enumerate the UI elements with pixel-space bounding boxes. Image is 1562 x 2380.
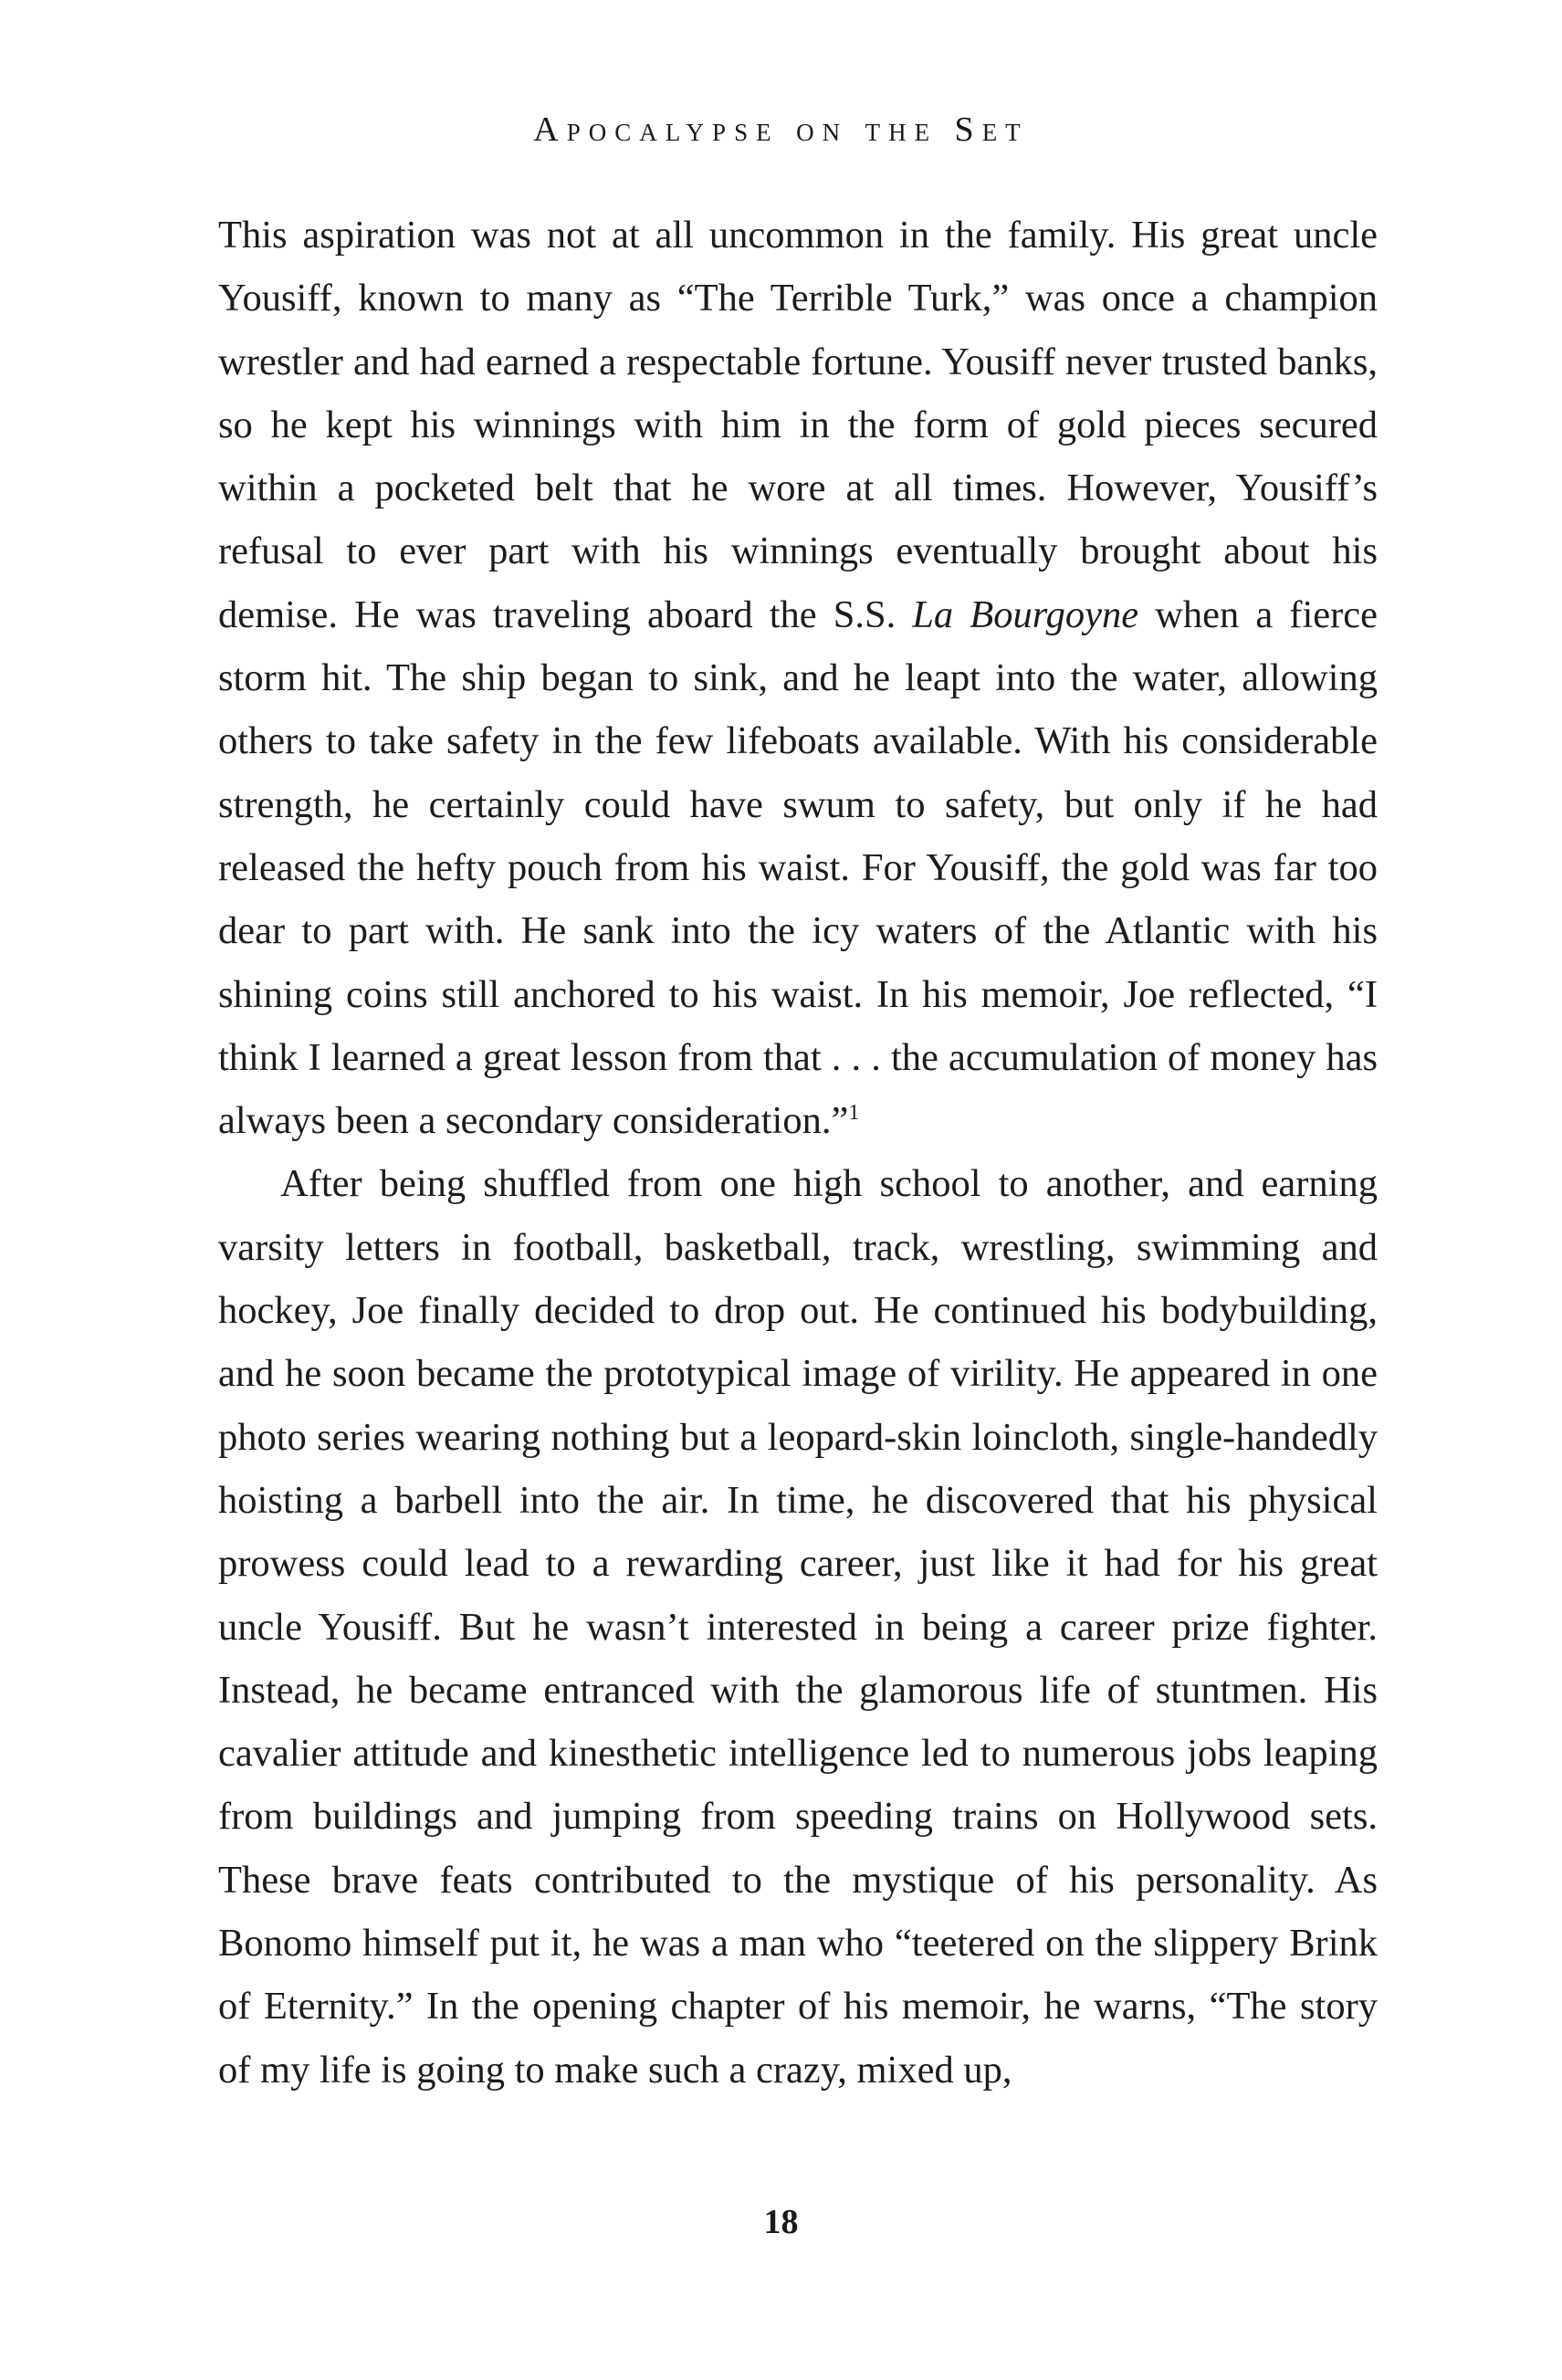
footnote-ref: 1	[848, 1101, 860, 1125]
page-number: 18	[763, 2203, 799, 2241]
body-text	[218, 204, 1378, 2102]
paragraph-2: After being shuffled from one high school to another, and earning varsity letters in football, basketball, track, wrestling, swimming and hockey, Joe finally decided to drop out. He continued his bodybuilding, and he soon became the prototypical image of virility. He appeared in one photo series wearing nothing but a leopard-skin loincloth, single-handedly hoisting a barbell into the air. In time, he discovered that his physical prowess could lead to a rewarding career, just like it had for his great uncle Yousiff. But he wasn’t interested in being a career prize fighter. Instead, he became entranced with the glamorous life of stuntmen. His cavalier attitude and kinesthetic intelligence led to numerous jobs leaping from buildings and jumping from speeding trains on Hollywood sets. These brave feats contributed to the mystique of his personality. As Bonomo himself put it, he was a man who “teetered on the slippery Brink of Eternity.” In the opening chapter of his memoir, he warns, “The story of my life is going to make such a crazy, mixed up,	[218, 1162, 1378, 2092]
paragraph-1-text-a: This aspiration was not at all uncommon in the family. His great uncle Yousiff, known to many as “The Terrible Turk,” was once a champion wrestler and had earned a respectable fortune. Yousiff never trusted banks, so he kept his winnings with him in the form of gold pieces secured within a pocketed belt that he wore at all times. However, Yousiff’s refusal to ever part with his winnings eventually brought about his demise. He was traveling aboard the S.S.	[218, 214, 1378, 636]
paragraph-1	[218, 204, 1378, 1152]
paragraph-1-text-b: when a fierce storm hit. The ship began to sink, and he leapt into the water, allowing others to take safety in the few lifeboats available. With his considerable strength, he certainly could have swum to safety, but only if he had released the hefty pouch from his waist. For Yousiff, the gold was far too dear to part with. He sank into the icy waters of the Atlantic with his shining coins still anchored to his waist. In his memoir, Joe reflected, “I think I learned a great lesson from that . . . the accumulation of money has always been a secondary consideration.”	[218, 592, 1378, 1143]
running-head: Apocalypse on the Set	[533, 110, 1029, 149]
ship-name: La Bourgoyne	[912, 592, 1139, 636]
